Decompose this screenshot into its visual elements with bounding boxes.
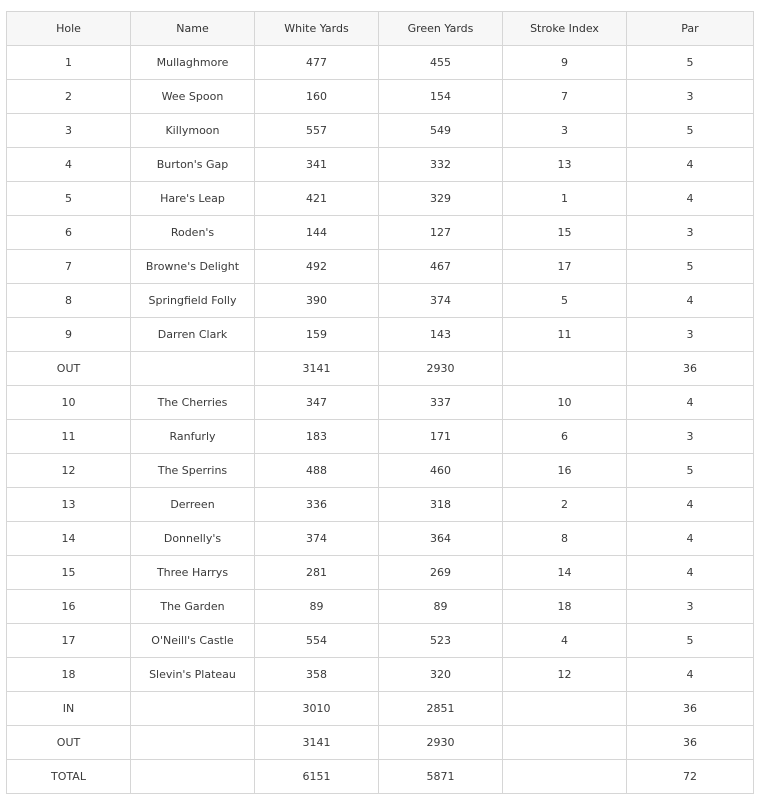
stroke-index-cell: 5	[503, 284, 627, 318]
table-row	[7, 216, 754, 250]
white-yards-cell: 281	[255, 556, 379, 590]
stroke-index-cell: 17	[503, 250, 627, 284]
stroke-index-cell: 2	[503, 488, 627, 522]
hole-cell: TOTAL	[7, 760, 131, 794]
table-row	[7, 352, 754, 386]
green-yards-cell: 318	[379, 488, 503, 522]
green-yards-cell: 320	[379, 658, 503, 692]
par-cell: 36	[627, 692, 754, 726]
white-yards-cell: 374	[255, 522, 379, 556]
hole-cell: 10	[7, 386, 131, 420]
name-cell: Donnelly's	[131, 522, 255, 556]
table-row	[7, 624, 754, 658]
stroke-index-cell: 14	[503, 556, 627, 590]
name-cell: Darren Clark	[131, 318, 255, 352]
stroke-index-cell: 10	[503, 386, 627, 420]
table-row	[7, 590, 754, 624]
par-cell: 4	[627, 658, 754, 692]
name-cell: Springfield Folly	[131, 284, 255, 318]
hole-cell: IN	[7, 692, 131, 726]
hole-cell: 12	[7, 454, 131, 488]
green-yards-cell: 143	[379, 318, 503, 352]
header-hole: Hole	[7, 12, 131, 46]
green-yards-cell: 2930	[379, 726, 503, 760]
name-cell: Wee Spoon	[131, 80, 255, 114]
stroke-index-cell: 6	[503, 420, 627, 454]
stroke-index-cell: 16	[503, 454, 627, 488]
hole-cell: 11	[7, 420, 131, 454]
hole-cell: OUT	[7, 352, 131, 386]
scorecard-table	[6, 11, 754, 794]
par-cell: 3	[627, 590, 754, 624]
white-yards-cell: 341	[255, 148, 379, 182]
green-yards-cell: 2930	[379, 352, 503, 386]
stroke-index-cell	[503, 726, 627, 760]
name-cell: The Cherries	[131, 386, 255, 420]
table-row	[7, 726, 754, 760]
table-row	[7, 114, 754, 148]
green-yards-cell: 332	[379, 148, 503, 182]
header-par: Par	[627, 12, 754, 46]
green-yards-cell: 523	[379, 624, 503, 658]
green-yards-cell: 2851	[379, 692, 503, 726]
white-yards-cell: 89	[255, 590, 379, 624]
hole-cell: 1	[7, 46, 131, 80]
par-cell: 5	[627, 454, 754, 488]
stroke-index-cell: 4	[503, 624, 627, 658]
stroke-index-cell: 9	[503, 46, 627, 80]
hole-cell: 18	[7, 658, 131, 692]
green-yards-cell: 460	[379, 454, 503, 488]
par-cell: 3	[627, 318, 754, 352]
green-yards-cell: 549	[379, 114, 503, 148]
name-cell: The Garden	[131, 590, 255, 624]
par-cell: 72	[627, 760, 754, 794]
table-row	[7, 522, 754, 556]
table-body	[7, 46, 754, 794]
green-yards-cell: 154	[379, 80, 503, 114]
table-row	[7, 80, 754, 114]
par-cell: 4	[627, 522, 754, 556]
white-yards-cell: 390	[255, 284, 379, 318]
white-yards-cell: 421	[255, 182, 379, 216]
hole-cell: 14	[7, 522, 131, 556]
green-yards-cell: 127	[379, 216, 503, 250]
par-cell: 4	[627, 182, 754, 216]
header-row	[7, 12, 754, 46]
table-row	[7, 250, 754, 284]
name-cell: Hare's Leap	[131, 182, 255, 216]
name-cell	[131, 726, 255, 760]
white-yards-cell: 554	[255, 624, 379, 658]
table-row	[7, 284, 754, 318]
stroke-index-cell: 15	[503, 216, 627, 250]
hole-cell: 6	[7, 216, 131, 250]
hole-cell: OUT	[7, 726, 131, 760]
table-row	[7, 556, 754, 590]
name-cell: Three Harrys	[131, 556, 255, 590]
green-yards-cell: 329	[379, 182, 503, 216]
name-cell: Burton's Gap	[131, 148, 255, 182]
white-yards-cell: 488	[255, 454, 379, 488]
green-yards-cell: 171	[379, 420, 503, 454]
table-row	[7, 420, 754, 454]
white-yards-cell: 160	[255, 80, 379, 114]
table-row	[7, 658, 754, 692]
white-yards-cell: 159	[255, 318, 379, 352]
white-yards-cell: 3010	[255, 692, 379, 726]
table-row	[7, 148, 754, 182]
stroke-index-cell	[503, 760, 627, 794]
stroke-index-cell	[503, 352, 627, 386]
green-yards-cell: 5871	[379, 760, 503, 794]
stroke-index-cell: 7	[503, 80, 627, 114]
table-row	[7, 318, 754, 352]
hole-cell: 5	[7, 182, 131, 216]
name-cell: The Sperrins	[131, 454, 255, 488]
stroke-index-cell: 8	[503, 522, 627, 556]
green-yards-cell: 89	[379, 590, 503, 624]
stroke-index-cell: 1	[503, 182, 627, 216]
par-cell: 3	[627, 80, 754, 114]
par-cell: 5	[627, 250, 754, 284]
name-cell: Browne's Delight	[131, 250, 255, 284]
par-cell: 4	[627, 148, 754, 182]
hole-cell: 7	[7, 250, 131, 284]
name-cell	[131, 352, 255, 386]
par-cell: 3	[627, 420, 754, 454]
green-yards-cell: 269	[379, 556, 503, 590]
white-yards-cell: 3141	[255, 352, 379, 386]
stroke-index-cell: 13	[503, 148, 627, 182]
name-cell: Derreen	[131, 488, 255, 522]
stroke-index-cell: 11	[503, 318, 627, 352]
green-yards-cell: 374	[379, 284, 503, 318]
green-yards-cell: 455	[379, 46, 503, 80]
table-row	[7, 760, 754, 794]
table-row	[7, 692, 754, 726]
scorecard-container	[6, 11, 753, 794]
hole-cell: 16	[7, 590, 131, 624]
par-cell: 4	[627, 386, 754, 420]
par-cell: 36	[627, 726, 754, 760]
table-row	[7, 182, 754, 216]
par-cell: 4	[627, 284, 754, 318]
par-cell: 36	[627, 352, 754, 386]
green-yards-cell: 364	[379, 522, 503, 556]
white-yards-cell: 144	[255, 216, 379, 250]
stroke-index-cell: 18	[503, 590, 627, 624]
name-cell: Roden's	[131, 216, 255, 250]
hole-cell: 4	[7, 148, 131, 182]
green-yards-cell: 337	[379, 386, 503, 420]
header-green-yards: Green Yards	[379, 12, 503, 46]
hole-cell: 17	[7, 624, 131, 658]
par-cell: 4	[627, 488, 754, 522]
name-cell	[131, 692, 255, 726]
par-cell: 5	[627, 624, 754, 658]
hole-cell: 9	[7, 318, 131, 352]
green-yards-cell: 467	[379, 250, 503, 284]
hole-cell: 8	[7, 284, 131, 318]
white-yards-cell: 6151	[255, 760, 379, 794]
stroke-index-cell: 3	[503, 114, 627, 148]
par-cell: 4	[627, 556, 754, 590]
name-cell: Slevin's Plateau	[131, 658, 255, 692]
hole-cell: 15	[7, 556, 131, 590]
white-yards-cell: 347	[255, 386, 379, 420]
name-cell: Ranfurly	[131, 420, 255, 454]
header-name: Name	[131, 12, 255, 46]
table-row	[7, 386, 754, 420]
white-yards-cell: 3141	[255, 726, 379, 760]
par-cell: 5	[627, 46, 754, 80]
name-cell	[131, 760, 255, 794]
header-white-yards: White Yards	[255, 12, 379, 46]
table-row	[7, 454, 754, 488]
hole-cell: 3	[7, 114, 131, 148]
white-yards-cell: 336	[255, 488, 379, 522]
hole-cell: 2	[7, 80, 131, 114]
table-row	[7, 488, 754, 522]
table-row	[7, 46, 754, 80]
name-cell: O'Neill's Castle	[131, 624, 255, 658]
name-cell: Mullaghmore	[131, 46, 255, 80]
white-yards-cell: 183	[255, 420, 379, 454]
table-header	[7, 12, 754, 46]
white-yards-cell: 358	[255, 658, 379, 692]
hole-cell: 13	[7, 488, 131, 522]
white-yards-cell: 477	[255, 46, 379, 80]
white-yards-cell: 492	[255, 250, 379, 284]
name-cell: Killymoon	[131, 114, 255, 148]
stroke-index-cell: 12	[503, 658, 627, 692]
par-cell: 3	[627, 216, 754, 250]
white-yards-cell: 557	[255, 114, 379, 148]
header-stroke-index: Stroke Index	[503, 12, 627, 46]
stroke-index-cell	[503, 692, 627, 726]
par-cell: 5	[627, 114, 754, 148]
